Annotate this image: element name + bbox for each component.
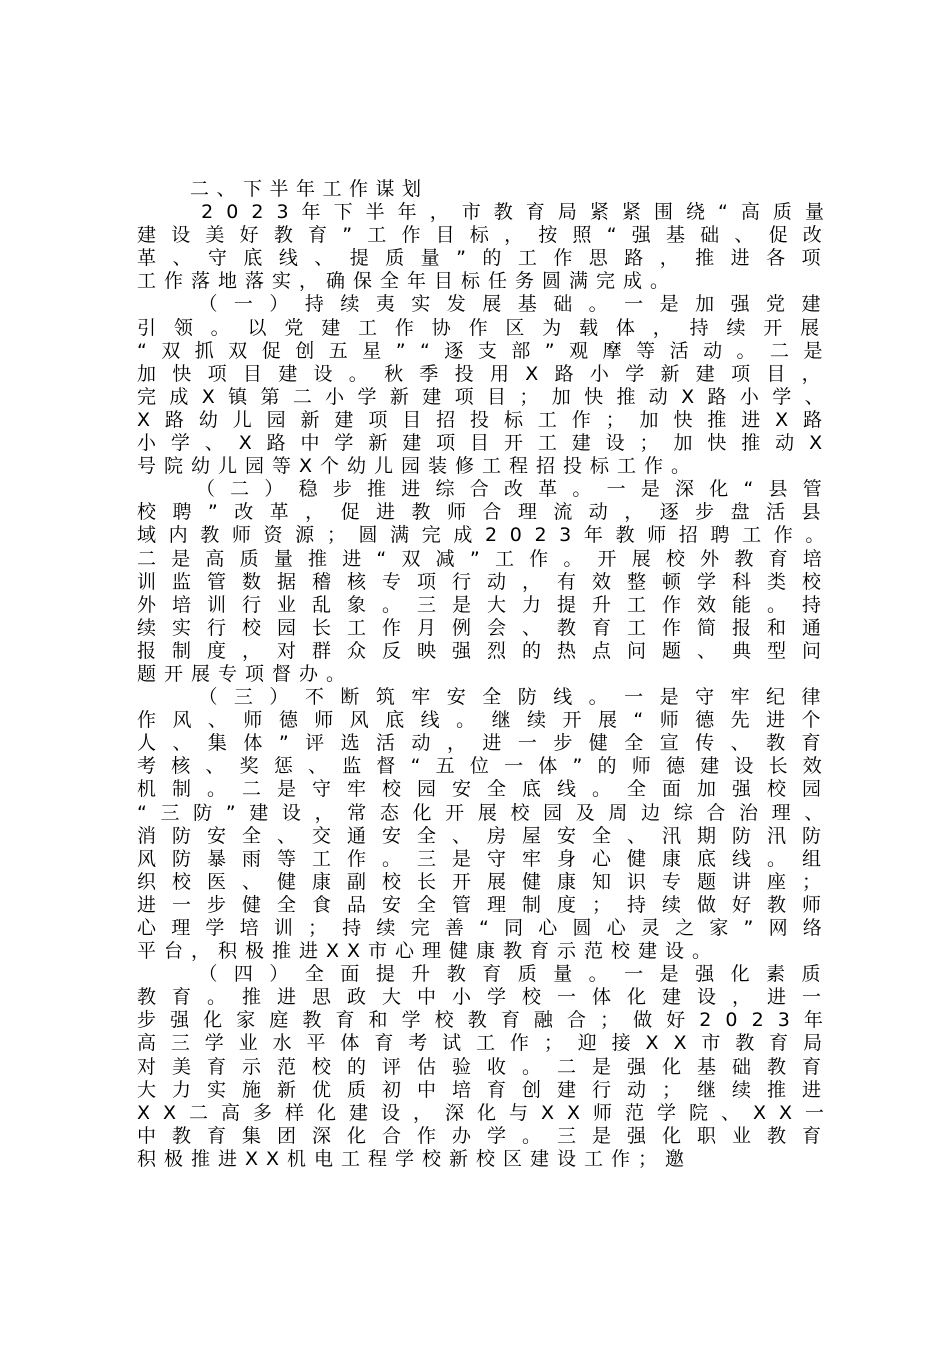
text-line: 人、集体”评选活动，进一步健全宣传、教育 — [137, 732, 837, 755]
document-body — [137, 178, 837, 1171]
text-line: 革、守底线、提质量”的工作思路，推进各项 — [137, 247, 837, 270]
text-line: 风防暴雨等工作。三是守牢身心健康底线。组 — [137, 847, 837, 870]
text-line: 工作落地落实，确保全年目标任务圆满完成。 — [137, 270, 678, 293]
text-line: 外培训行业乱象。三是大力提升工作效能。持 — [137, 593, 837, 616]
text-line: 对美育示范校的评估验收。二是强化基础教育 — [137, 1055, 837, 1078]
text-line: 二是高质量推进“双减”工作。开展校外教育培 — [137, 547, 837, 570]
text-line: 教育。推进思政大中小学校一体化建设，进一 — [137, 986, 837, 1009]
text-line: （二）稳步推进综合改革。一是深化“县管 — [137, 478, 837, 501]
text-line: 域内教师资源；圆满完成2023年教师招聘工作。 — [137, 524, 837, 547]
text-line: 进一步健全食品安全管理制度；持续做好教师 — [137, 893, 837, 916]
text-line: “三防”建设，常态化开展校园及周边综合治理、 — [137, 801, 837, 824]
text-line: “双抓双促创五星”“逐支部”观摩等活动。二是 — [137, 339, 837, 362]
text-line: 积极推进XX机电工程学校新校区建设工作；邀 — [137, 1147, 693, 1170]
text-line: 引领。以党建工作协作区为载体，持续开展 — [137, 316, 837, 339]
text-line: （一）持续夷实发展基础。一是加强党建 — [137, 293, 837, 316]
text-line: 完成X镇第二小学新建项目；加快推动X路小学、 — [137, 385, 837, 408]
text-line: 高三学业水平体育考试工作；迎接XX市教育局 — [137, 1032, 837, 1055]
text-line: XX二高多样化建设，深化与XX师范学院、XX一 — [137, 1101, 837, 1124]
text-line: 消防安全、交通安全、房屋安全、汛期防汛防 — [137, 824, 837, 847]
text-line: 加快项目建设。秋季投用X路小学新建项目， — [137, 362, 837, 385]
text-line: （三）不断筑牢安全防线。一是守牢纪律 — [137, 686, 837, 709]
text-line: 大力实施新优质初中培育创建行动；继续推进 — [137, 1078, 837, 1101]
text-line: 2023年下半年，市教育局紧紧围绕“高质量 — [137, 201, 837, 224]
text-line: 织校医、健康副校长开展健康知识专题讲座； — [137, 870, 837, 893]
section-heading: 二、下半年工作谋划 — [137, 178, 429, 200]
text-line: 考核、奖惩、监督“五位一体”的师德建设长效 — [137, 755, 837, 778]
text-line: 步强化家庭教育和学校教育融合；做好2023年 — [137, 1009, 837, 1032]
text-line: 心理学培训；持续完善“同心圆心灵之家”网络 — [137, 917, 837, 939]
text-line: 机制。二是守牢校园安全底线。全面加强校园 — [137, 778, 837, 801]
text-line: 小学、X路中学新建项目开工建设；加快推动X — [137, 432, 837, 455]
text-line: 号院幼儿园等X个幼儿园装修工程招投标工作。 — [137, 455, 699, 478]
text-line: 续实行校园长工作月例会、教育工作简报和通 — [137, 616, 837, 639]
text-line: （四）全面提升教育质量。一是强化素质 — [137, 963, 837, 986]
text-line: 校聘”改革，促进教师合理流动，逐步盘活县 — [137, 501, 837, 524]
text-line: 平台，积极推进XX市心理健康教育示范校建设。 — [137, 940, 720, 963]
text-line: 题开展专项督办。 — [137, 662, 354, 685]
text-line: 作风、师德师风底线。继续开展“师德先进个 — [137, 709, 837, 732]
text-line: X路幼儿园新建项目招投标工作；加快推进X路 — [137, 408, 837, 431]
text-line: 建设美好教育”工作目标，按照“强基础、促改 — [137, 224, 837, 247]
text-line: 训监管数据稽核专项行动，有效整顿学科类校 — [137, 570, 837, 593]
text-line: 报制度，对群众反映强烈的热点问题、典型问 — [137, 639, 837, 662]
text-line: 中教育集团深化合作办学。三是强化职业教育 — [137, 1124, 837, 1147]
